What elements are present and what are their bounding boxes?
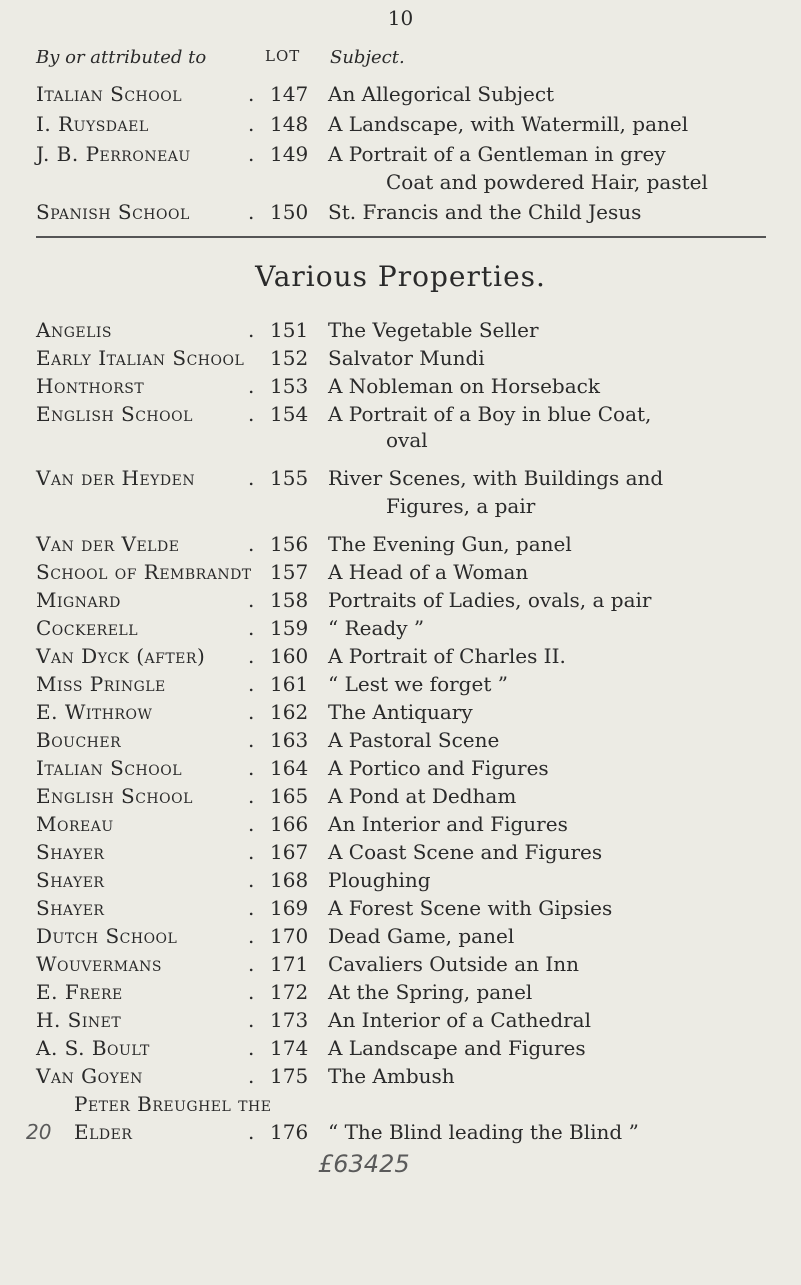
artist-name: Cockerell xyxy=(36,616,139,640)
section-title: Various Properties. xyxy=(255,260,546,293)
leader-dots: . xyxy=(248,812,255,836)
lot-row xyxy=(0,1092,801,1122)
leader-dots: . xyxy=(248,588,255,612)
lot-subject: At the Spring, panel xyxy=(328,980,533,1004)
lot-row xyxy=(0,1036,801,1066)
lot-row xyxy=(0,466,801,496)
leader-dots: . xyxy=(248,924,255,948)
leader-dots: . xyxy=(248,1064,255,1088)
lot-number: 166 xyxy=(270,812,309,836)
artist-name: Van der Heyden xyxy=(36,466,196,490)
leader-dots: . xyxy=(248,318,255,342)
lot-subject: A Portrait of a Boy in blue Coat, xyxy=(328,402,652,426)
lot-subject: “ The Blind leading the Blind ” xyxy=(328,1120,639,1144)
lot-row xyxy=(0,374,801,404)
handwritten-price-note: £63425 xyxy=(318,1150,410,1178)
lot-number: 170 xyxy=(270,924,309,948)
artist-name: English School xyxy=(36,784,193,808)
header-subject: Subject. xyxy=(330,47,405,68)
lot-subject: A Nobleman on Horseback xyxy=(328,374,600,398)
artist-name: E. Frere xyxy=(36,980,123,1004)
lot-row xyxy=(0,980,801,1010)
lot-number: 174 xyxy=(270,1036,309,1060)
leader-dots: . xyxy=(248,644,255,668)
lot-subject: St. Francis and the Child Jesus xyxy=(328,200,642,224)
lot-number: 159 xyxy=(270,616,309,640)
lot-row xyxy=(0,868,801,898)
lot-row xyxy=(0,1008,801,1038)
lot-number: 160 xyxy=(270,644,309,668)
lot-number: 167 xyxy=(270,840,309,864)
leader-dots: . xyxy=(248,1120,255,1144)
leader-dots: . xyxy=(248,952,255,976)
lot-number: 152 xyxy=(270,346,309,370)
lot-number: 162 xyxy=(270,700,309,724)
artist-name: School of Rembrandt xyxy=(36,560,252,584)
lot-subject-continuation: oval xyxy=(386,428,428,452)
leader-dots: . xyxy=(248,402,255,426)
lot-row xyxy=(0,896,801,926)
artist-name: Van der Velde xyxy=(36,532,180,556)
lot-row xyxy=(0,82,801,112)
lot-subject: A Landscape, with Watermill, panel xyxy=(328,112,689,136)
lot-subject: A Forest Scene with Gipsies xyxy=(328,896,613,920)
lot-number: 149 xyxy=(270,142,309,166)
artist-name: English School xyxy=(36,402,193,426)
artist-name: Elder xyxy=(74,1120,133,1144)
artist-name: Mignard xyxy=(36,588,121,612)
lot-subject: Dead Game, panel xyxy=(328,924,515,948)
artist-name: Early Italian School xyxy=(36,346,245,370)
artist-name: Peter Breughel the xyxy=(74,1092,272,1116)
lot-subject: “ Lest we forget ” xyxy=(328,672,508,696)
lot-subject: An Interior of a Cathedral xyxy=(328,1008,591,1032)
lot-row xyxy=(0,672,801,702)
lot-subject: The Vegetable Seller xyxy=(328,318,539,342)
lot-number: 164 xyxy=(270,756,309,780)
lot-number: 151 xyxy=(270,318,309,342)
lot-row xyxy=(0,924,801,954)
lot-row xyxy=(0,756,801,786)
artist-name: I. Ruysdael xyxy=(36,112,149,136)
lot-number: 147 xyxy=(270,82,309,106)
lot-subject: A Portrait of a Gentleman in grey xyxy=(328,142,666,166)
artist-name: Shayer xyxy=(36,840,105,864)
header-lot: LOT xyxy=(265,47,301,65)
leader-dots: . xyxy=(248,980,255,1004)
lot-row xyxy=(0,616,801,646)
lot-subject: Cavaliers Outside an Inn xyxy=(328,952,580,976)
lot-number: 168 xyxy=(270,868,309,892)
lot-number: 161 xyxy=(270,672,309,696)
lot-subject: “ Ready ” xyxy=(328,616,425,640)
artist-name: Boucher xyxy=(36,728,122,752)
lot-subject: A Landscape and Figures xyxy=(328,1036,586,1060)
lot-row xyxy=(0,112,801,142)
lot-row xyxy=(0,728,801,758)
lot-number: 154 xyxy=(270,402,309,426)
artist-name: Honthorst xyxy=(36,374,145,398)
lot-subject: River Scenes, with Buildings and xyxy=(328,466,664,490)
artist-name: Van Goyen xyxy=(36,1064,143,1088)
leader-dots: . xyxy=(248,1036,255,1060)
lot-row xyxy=(0,200,801,230)
lot-row xyxy=(0,700,801,730)
leader-dots: . xyxy=(248,466,255,490)
lot-row xyxy=(0,318,801,348)
lot-number: 153 xyxy=(270,374,309,398)
artist-name: H. Sinet xyxy=(36,1008,122,1032)
artist-name: A. S. Boult xyxy=(36,1036,150,1060)
lot-row xyxy=(0,532,801,562)
lot-subject: An Allegorical Subject xyxy=(328,82,555,106)
leader-dots: . xyxy=(248,896,255,920)
lot-subject: A Pond at Dedham xyxy=(328,784,517,808)
lot-row xyxy=(0,142,801,172)
artist-name: Italian School xyxy=(36,82,183,106)
leader-dots: . xyxy=(248,672,255,696)
leader-dots: . xyxy=(248,728,255,752)
artist-name: Miss Pringle xyxy=(36,672,166,696)
lot-row xyxy=(0,644,801,674)
lot-number: 175 xyxy=(270,1064,309,1088)
lot-subject: A Portico and Figures xyxy=(328,756,549,780)
lot-number: 169 xyxy=(270,896,309,920)
leader-dots: . xyxy=(248,868,255,892)
lot-row xyxy=(0,952,801,982)
leader-dots: . xyxy=(248,532,255,556)
artist-name: Spanish School xyxy=(36,200,190,224)
lot-number: 173 xyxy=(270,1008,309,1032)
lot-row xyxy=(0,840,801,870)
artist-name: Angelis xyxy=(36,318,113,342)
lot-number: 150 xyxy=(270,200,309,224)
lot-subject: A Pastoral Scene xyxy=(328,728,500,752)
artist-name: Van Dyck (after) xyxy=(36,644,206,668)
leader-dots: . xyxy=(248,374,255,398)
lot-number: 165 xyxy=(270,784,309,808)
lot-subject: An Interior and Figures xyxy=(328,812,568,836)
lot-subject-continuation: Coat and powdered Hair, pastel xyxy=(386,170,708,194)
lot-row xyxy=(0,784,801,814)
leader-dots: . xyxy=(248,784,255,808)
lot-number: 157 xyxy=(270,560,309,584)
lot-subject: The Evening Gun, panel xyxy=(328,532,572,556)
lot-subject: The Antiquary xyxy=(328,700,473,724)
artist-name: Shayer xyxy=(36,896,105,920)
lot-subject: A Portrait of Charles II. xyxy=(328,644,566,668)
leader-dots: . xyxy=(248,700,255,724)
lot-row xyxy=(0,346,801,376)
artist-name: Italian School xyxy=(36,756,183,780)
artist-name: Shayer xyxy=(36,868,105,892)
lot-subject: A Head of a Woman xyxy=(328,560,529,584)
lot-subject: The Ambush xyxy=(328,1064,455,1088)
artist-name: Wouvermans xyxy=(36,952,162,976)
lot-subject-continuation: Figures, a pair xyxy=(386,494,536,518)
lot-number: 172 xyxy=(270,980,309,1004)
artist-name: Dutch School xyxy=(36,924,178,948)
artist-name: J. B. Perroneau xyxy=(36,142,191,166)
header-artist: By or attributed to xyxy=(36,47,207,68)
leader-dots: . xyxy=(248,200,255,224)
lot-row xyxy=(0,812,801,842)
lot-row xyxy=(0,560,801,590)
artist-name: Moreau xyxy=(36,812,114,836)
lot-subject: Salvator Mundi xyxy=(328,346,485,370)
artist-name: E. Withrow xyxy=(36,700,153,724)
lot-number: 171 xyxy=(270,952,309,976)
leader-dots: . xyxy=(248,112,255,136)
lot-number: 156 xyxy=(270,532,309,556)
lot-row xyxy=(0,1064,801,1094)
leader-dots: . xyxy=(248,840,255,864)
lot-number: 155 xyxy=(270,466,309,490)
leader-dots: . xyxy=(248,82,255,106)
lot-number: 158 xyxy=(270,588,309,612)
lot-subject: A Coast Scene and Figures xyxy=(328,840,603,864)
lot-subject: Portraits of Ladies, ovals, a pair xyxy=(328,588,652,612)
leader-dots: . xyxy=(248,1008,255,1032)
lot-number: 148 xyxy=(270,112,309,136)
lot-row xyxy=(0,1120,801,1150)
leader-dots: . xyxy=(248,756,255,780)
lot-row xyxy=(0,588,801,618)
leader-dots: . xyxy=(248,616,255,640)
lot-number: 163 xyxy=(270,728,309,752)
section-divider xyxy=(36,236,766,238)
lot-subject: Ploughing xyxy=(328,868,431,892)
lot-number: 176 xyxy=(270,1120,309,1144)
handwritten-lot-mark: 20 xyxy=(26,1120,52,1144)
leader-dots: . xyxy=(248,142,255,166)
page-number: 10 xyxy=(387,6,414,30)
